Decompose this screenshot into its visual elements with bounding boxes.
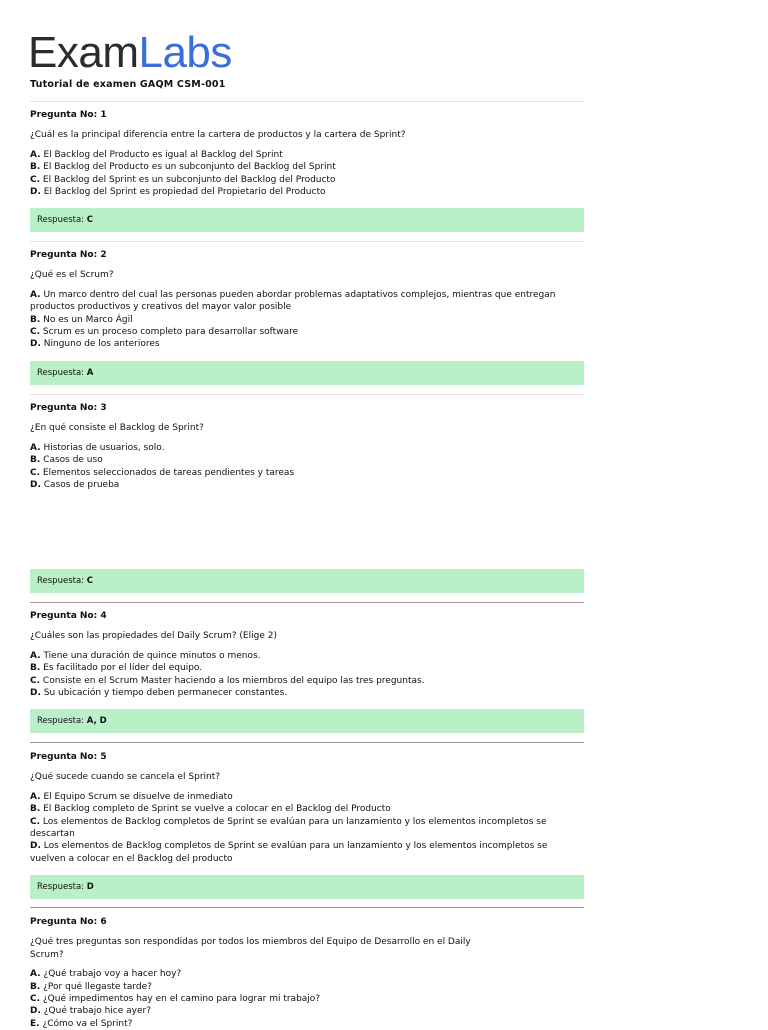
option: [30, 675, 584, 687]
answer-label: Respuesta:: [37, 215, 85, 225]
answer-value: D: [86, 882, 94, 892]
option-text: Scrum es un proceso completo para desarrollar software: [42, 327, 299, 338]
option: [30, 816, 584, 841]
answer-box: [30, 361, 584, 385]
option: [30, 662, 584, 674]
answer-label: Respuesta:: [37, 576, 85, 586]
option: [30, 981, 480, 993]
option-text: El Backlog del Producto es un subconjunto del Backlog del Sprint: [43, 162, 336, 173]
option: [30, 326, 584, 338]
option: [30, 467, 584, 479]
page-divider: [30, 602, 584, 603]
divider: [30, 241, 584, 242]
option: [30, 479, 584, 491]
option: [30, 803, 584, 815]
logo-labs-text: Labs: [138, 28, 232, 77]
question-text: ¿Cuáles son las propiedades del Daily Scrum? (Elige 2): [30, 631, 277, 642]
answer-label: Respuesta:: [37, 882, 85, 892]
option: [30, 149, 584, 161]
option-text: No es un Marco Ágil: [43, 314, 133, 325]
option-text: Los elementos de Backlog completos de Sprint se evalúan para un lanzamiento y los elementos incompletos se vuelven a colocar en el Backlog del producto: [30, 841, 548, 864]
question-number: Pregunta No: 1: [30, 110, 107, 120]
question-text: ¿Cuál es la principal diferencia entre la cartera de productos y la cartera de Sprint?: [30, 130, 406, 141]
option: [30, 1005, 480, 1017]
question-text: ¿Qué tres preguntas son respondidas por todos los miembros del Equipo de Desarrollo en el Daily Scrum?: [30, 937, 471, 960]
page-divider: [30, 742, 584, 743]
option-text: Elementos seleccionados de tareas pendientes y tareas: [42, 467, 295, 478]
answer-label: Respuesta:: [37, 716, 85, 726]
option-text: Casos de prueba: [43, 480, 120, 491]
option-text: Los elementos de Backlog completos de Sprint se evalúan para un lanzamiento y los elementos incompletos se descartan: [30, 816, 547, 840]
option: [30, 289, 584, 314]
option-letter: B.: [30, 162, 41, 173]
option-letter: D.: [30, 688, 41, 699]
divider: [30, 101, 584, 102]
option-letter: C.: [30, 327, 41, 338]
option-letter: B.: [30, 804, 41, 815]
option: [30, 161, 584, 173]
option-letter: A.: [30, 289, 41, 300]
option-letter: C.: [30, 675, 41, 686]
answer-value: C: [86, 576, 93, 586]
option-letter: D.: [30, 339, 41, 350]
option-text: El Backlog del Sprint es propiedad del Propietario del Producto: [43, 187, 326, 198]
option-text: ¿Por qué llegaste tarde?: [43, 981, 152, 992]
logo-exam-text: Exam: [28, 28, 139, 77]
option-letter: A.: [30, 650, 41, 661]
option-letter: A.: [30, 442, 41, 453]
option-letter: D.: [30, 1006, 41, 1017]
question-number: Pregunta No: 2: [30, 250, 107, 260]
option-letter: D.: [30, 480, 41, 491]
option-letter: A.: [30, 149, 41, 160]
option-text: ¿Qué trabajo hice ayer?: [43, 1006, 151, 1017]
option-text: Es facilitado por el líder del equipo.: [43, 663, 203, 674]
question-text: ¿En qué consiste el Backlog de Sprint?: [30, 423, 204, 434]
option-letter: A.: [30, 969, 41, 980]
answer-value: C: [86, 215, 93, 225]
option-text: Tiene una duración de quince minutos o menos.: [43, 650, 261, 661]
answer-label: Respuesta:: [37, 368, 85, 378]
option-text: ¿Qué impedimentos hay en el camino para lograr mi trabajo?: [42, 994, 321, 1005]
option-text: El Backlog completo de Sprint se vuelve a colocar en el Backlog del Producto: [43, 804, 391, 815]
option: [30, 442, 584, 454]
option-letter: B.: [30, 314, 41, 325]
option: [30, 174, 584, 186]
option: [30, 186, 584, 198]
option-text: ¿Cómo va el Sprint?: [42, 1018, 133, 1029]
option: [30, 687, 584, 699]
question-number: Pregunta No: 5: [30, 752, 107, 762]
answer-box: [30, 208, 584, 232]
option-text: ¿Qué trabajo voy a hacer hoy?: [43, 969, 182, 980]
option-text: Historias de usuarios, solo.: [43, 442, 165, 453]
option-letter: D.: [30, 841, 41, 852]
question-block: [30, 402, 584, 491]
option: [30, 338, 584, 350]
option-letter: C.: [30, 467, 41, 478]
document-subtitle: Tutorial de examen GAQM CSM-001: [30, 79, 226, 90]
question-number: Pregunta No: 3: [30, 403, 107, 413]
option-text: Su ubicación y tiempo deben permanecer constantes.: [43, 688, 288, 699]
option: [30, 454, 584, 466]
option-text: Consiste en el Scrum Master haciendo a los miembros del equipo las tres preguntas.: [42, 675, 425, 686]
divider: [30, 394, 584, 395]
answer-box: [30, 875, 584, 899]
question-text: ¿Qué es el Scrum?: [30, 270, 114, 281]
option-letter: C.: [30, 816, 41, 827]
option-text: El Equipo Scrum se disuelve de inmediato: [43, 791, 233, 802]
option-text: Un marco dentro del cual las personas pueden abordar problemas adaptativos complejos, mientras que entregan productos productivos y creativos del mayor valor posible: [30, 289, 556, 313]
option-letter: D.: [30, 187, 41, 198]
question-block: [30, 249, 584, 351]
option: [30, 968, 480, 980]
option-letter: E.: [30, 1018, 40, 1029]
option: [30, 993, 480, 1005]
option-letter: C.: [30, 174, 41, 185]
answer-box: [30, 709, 584, 733]
question-text: ¿Qué sucede cuando se cancela el Sprint?: [30, 772, 221, 783]
question-number: Pregunta No: 4: [30, 611, 107, 621]
option-letter: B.: [30, 455, 41, 466]
option-text: Ninguno de los anteriores: [43, 339, 160, 350]
answer-box: [30, 569, 584, 593]
question-block: [30, 916, 480, 1030]
option-text: El Backlog del Sprint es un subconjunto del Backlog del Producto: [42, 174, 336, 185]
option: [30, 314, 584, 326]
question-number: Pregunta No: 6: [30, 917, 107, 927]
question-block: [30, 751, 584, 865]
option-text: El Backlog del Producto es igual al Backlog del Sprint: [43, 149, 283, 160]
option: [30, 791, 584, 803]
answer-value: A, D: [86, 716, 107, 726]
question-block: [30, 610, 584, 699]
option-text: Casos de uso: [43, 455, 103, 466]
option-letter: A.: [30, 791, 41, 802]
page-divider: [30, 907, 584, 908]
question-block: [30, 109, 584, 198]
option-letter: B.: [30, 663, 41, 674]
answer-value: A: [86, 368, 94, 378]
option-letter: B.: [30, 981, 41, 992]
option-letter: C.: [30, 994, 41, 1005]
option: [30, 840, 584, 865]
exam-logo: [28, 28, 232, 78]
option: [30, 650, 584, 662]
